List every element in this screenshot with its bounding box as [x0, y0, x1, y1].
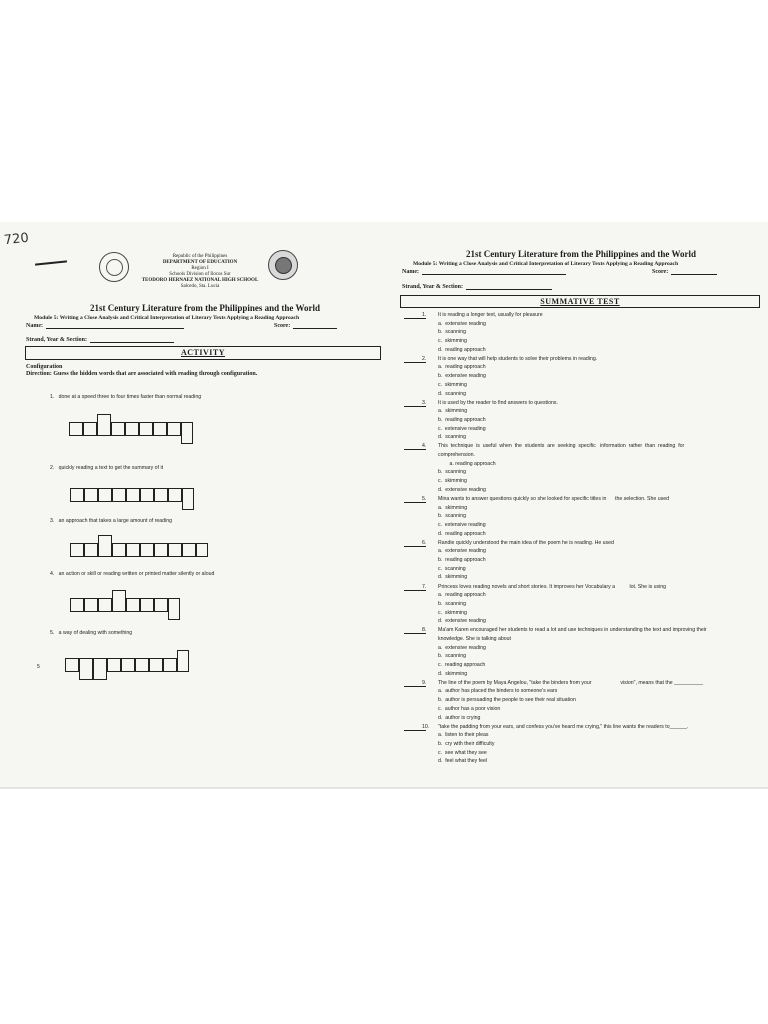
- answer-option: c. author has a poor vision: [438, 705, 501, 712]
- handwritten-page-number: 720: [3, 230, 30, 249]
- letter-box: [70, 598, 84, 612]
- answer-option: b. reading approach: [438, 557, 486, 564]
- answer-option: c. reading approach: [438, 662, 486, 669]
- strand-label: Strand, Year & Section:: [26, 337, 87, 343]
- question-stem: It is reading a longer text, usually for pleasure: [438, 312, 543, 318]
- strand-label: Strand, Year & Section:: [402, 284, 463, 290]
- answer-option: a. skimming: [438, 504, 468, 511]
- answer-option: d. reading approach: [438, 346, 486, 353]
- school-header: [110, 254, 290, 290]
- letter-box: [140, 598, 154, 612]
- activity-item-2: [50, 465, 163, 471]
- question-number: 3.: [422, 399, 427, 406]
- question-stem: It is one way that will help students to solve their problems in reading.: [438, 355, 598, 362]
- letter-box: [79, 658, 93, 680]
- header-line: Republic of the Philippines: [172, 254, 228, 259]
- score-blank: [293, 322, 337, 329]
- item-clue: done at a speed three to four times faster than normal reading: [58, 394, 202, 400]
- letter-box: [107, 658, 121, 672]
- answer-option: a. reading approach: [438, 460, 496, 467]
- answer-blank[interactable]: [404, 633, 426, 634]
- letter-box: [149, 658, 163, 672]
- config-heading: Configuration: [26, 364, 63, 370]
- answer-option: a. extensive reading: [438, 548, 486, 555]
- letter-box: [125, 422, 139, 436]
- letter-box: [84, 488, 98, 502]
- letter-box: [121, 658, 135, 672]
- letter-box: [196, 543, 208, 557]
- item-number: 1.: [50, 394, 55, 400]
- question-stem: It is used by the reader to find answers to questions.: [438, 399, 558, 406]
- letter-box: [163, 658, 177, 672]
- name-label: Name:: [402, 269, 419, 275]
- letter-box: [135, 658, 149, 672]
- question-stem: Mina wants to answer questions quickly so she looked for specific titles in the selection. She used: [438, 495, 669, 502]
- right-title: 21st Century Literature from the Philippines and the World: [466, 249, 697, 259]
- answer-option: d. extensive reading: [438, 618, 486, 625]
- letter-box: [69, 422, 83, 436]
- item-clue: quickly reading a text to get the summary of it: [58, 465, 164, 471]
- question-stem: Randie quickly understood the main idea of the poem he is reading. He used: [438, 539, 614, 546]
- letter-box: [98, 598, 112, 612]
- header-line: Salcedo, Sta. Lucia: [180, 284, 220, 289]
- right-strand-field: [402, 283, 552, 290]
- answer-option: a. skimming: [438, 408, 468, 415]
- letter-box: [84, 598, 98, 612]
- letter-box: [168, 543, 182, 557]
- activity-bar: [25, 346, 381, 360]
- letter-box: [168, 598, 180, 620]
- left-strand-field: [26, 336, 174, 343]
- score-blank: [671, 268, 717, 275]
- answer-option: c. skimming: [438, 478, 467, 485]
- name-blank: [422, 268, 566, 275]
- letter-box: [84, 543, 98, 557]
- activity-item-3: [50, 518, 172, 524]
- answer-option: d. skimming: [438, 574, 468, 581]
- item-number: 5: [37, 664, 40, 670]
- question-number: 4.: [422, 443, 427, 450]
- left-score-field: [274, 322, 337, 329]
- letter-box: [112, 590, 126, 612]
- answer-option: b. scanning: [438, 469, 466, 476]
- answer-blank[interactable]: [404, 406, 426, 407]
- item-clue: an action or skill or reading written or printed matter silently or aloud: [58, 571, 215, 577]
- question-stem: knowledge. She is talking about: [438, 635, 511, 642]
- activity-item-5: [50, 630, 132, 636]
- letter-box: [182, 543, 196, 557]
- answer-blank[interactable]: [404, 449, 426, 450]
- right-score-field: [652, 268, 717, 275]
- answer-option: a. extensive reading: [438, 320, 486, 327]
- answer-option: c. extensive reading: [438, 521, 486, 528]
- answer-option: c. skimming: [438, 381, 467, 388]
- summative-heading: SUMMATIVE TEST: [540, 297, 620, 306]
- header-line: Region I: [191, 266, 209, 271]
- header-line: DEPARTMENT OF EDUCATION: [162, 260, 238, 265]
- letter-box: [126, 598, 140, 612]
- header-line: TEODORO HERNAEZ NATIONAL HIGH SCHOOL: [141, 278, 259, 283]
- item-number: 3.: [50, 518, 55, 524]
- question-number: 8.: [422, 627, 427, 634]
- letter-box: [98, 535, 112, 557]
- name-blank: [46, 322, 184, 329]
- answer-option: c. skimming: [438, 338, 467, 345]
- answer-option: b. scanning: [438, 513, 466, 520]
- answer-option: b. cry with their difficulty: [438, 740, 495, 747]
- letter-box: [111, 422, 125, 436]
- answer-option: b. extensive reading: [438, 373, 486, 380]
- letter-box: [112, 488, 126, 502]
- strand-blank: [90, 336, 174, 343]
- answer-option: d. reading approach: [438, 530, 486, 537]
- question-number: 9.: [422, 679, 427, 686]
- activity-item-1: [50, 394, 201, 400]
- answer-blank[interactable]: [404, 546, 426, 547]
- question-stem: "take the padding from your ears, and confess you've heard me crying," this line wants the readers to______.: [438, 723, 689, 730]
- answer-blank[interactable]: [404, 590, 426, 591]
- answer-option: d. feel what they feel: [438, 758, 488, 765]
- letter-box: [167, 422, 181, 436]
- letter-box: [182, 488, 194, 510]
- direction-text: Direction: Guess the hidden words that are associated with reading through configuration.: [26, 371, 258, 377]
- answer-option: b. scanning: [438, 329, 466, 336]
- summative-test-bar: [400, 295, 760, 308]
- answer-blank[interactable]: [404, 318, 426, 319]
- item-number: 4.: [50, 571, 55, 577]
- letter-box: [154, 598, 168, 612]
- answer-option: c. scanning: [438, 565, 466, 572]
- answer-option: a. listen to their pleas: [438, 732, 489, 739]
- letter-box: [154, 488, 168, 502]
- item-clue: a way of dealing with something: [58, 630, 133, 636]
- question-number: 7.: [422, 583, 427, 590]
- answer-option: c. extensive reading: [438, 425, 486, 432]
- header-line: Schools Division of Ilocos Sur: [169, 272, 231, 277]
- answer-option: a. reading approach: [438, 592, 486, 599]
- letter-box: [168, 488, 182, 502]
- activity-heading: ACTIVITY: [180, 348, 225, 357]
- letter-box: [139, 422, 153, 436]
- answer-blank[interactable]: [404, 502, 426, 503]
- letter-box: [70, 543, 84, 557]
- letter-box: [126, 543, 140, 557]
- left-title: 21st Century Literature from the Philippines and the World: [90, 303, 321, 313]
- answer-option: b. scanning: [438, 653, 466, 660]
- answer-option: d. extensive reading: [438, 486, 486, 493]
- name-label: Name:: [26, 323, 43, 329]
- answer-option: c. skimming: [438, 609, 467, 616]
- score-label: Score:: [274, 323, 291, 329]
- letter-box: [181, 422, 193, 444]
- answer-option: d. scanning: [438, 390, 466, 397]
- question-stem: comprehension.: [438, 452, 475, 459]
- letter-box: [140, 543, 154, 557]
- letter-box: [65, 658, 79, 672]
- left-subtitle: Module 5: Writing a Close Analysis and Critical Interpretation of Literary Texts Applying a Reading Approach: [34, 315, 300, 321]
- letter-box: [98, 488, 112, 502]
- strand-blank: [466, 283, 552, 290]
- question-stem: Princess loves reading novels and short stories. It improves her Vocabulary a lot. She is using: [438, 583, 667, 590]
- answer-option: d. author is crying: [438, 714, 481, 721]
- question-number: 5.: [422, 495, 427, 502]
- answer-option: a. reading approach: [438, 364, 486, 371]
- activity-item-6: [37, 664, 40, 670]
- letter-box: [83, 422, 97, 436]
- left-name-field: [26, 322, 184, 329]
- item-number: 2.: [50, 465, 55, 471]
- letter-box: [97, 414, 111, 436]
- answer-option: b. scanning: [438, 600, 466, 607]
- question-stem: The line of the poem by Maya Angelou, "take the binders from your vision", means that the __________: [438, 679, 703, 686]
- letter-box: [154, 543, 168, 557]
- letter-box: [93, 658, 107, 680]
- item-clue: an approach that takes a large amount of reading: [58, 518, 172, 524]
- question-number: 6.: [422, 539, 427, 546]
- question-stem: Ma'am Karen encouraged her students to read a lot and use techniques in understanding the text and improving their: [438, 627, 707, 634]
- letter-box: [70, 488, 84, 502]
- answer-option: d. scanning: [438, 434, 466, 441]
- question-stem: This technique is useful when the students are seeking specific information rather than reading for: [438, 443, 685, 450]
- letter-box: [112, 543, 126, 557]
- score-label: Score:: [652, 269, 669, 275]
- letter-box: [177, 650, 189, 672]
- answer-option: b. author is persuading the people to see their real situation: [438, 697, 576, 704]
- letter-box: [126, 488, 140, 502]
- answer-option: b. reading approach: [438, 416, 486, 423]
- answer-blank[interactable]: [404, 362, 426, 363]
- activity-item-4: [50, 571, 214, 577]
- question-number: 2.: [422, 355, 427, 362]
- answer-option: d. skimming: [438, 670, 468, 677]
- question-number: 10.: [422, 723, 430, 730]
- right-name-field: [402, 268, 566, 275]
- scan-edge: [0, 787, 768, 789]
- answer-option: c. see what they see: [438, 749, 487, 756]
- letter-box: [153, 422, 167, 436]
- question-number: 1.: [422, 312, 427, 318]
- answer-option: a. extensive reading: [438, 644, 486, 651]
- answer-blank[interactable]: [404, 730, 426, 731]
- answer-blank[interactable]: [404, 686, 426, 687]
- letter-box: [140, 488, 154, 502]
- right-subtitle: Module 5: Writing a Close Analysis and Critical Interpretation of Literary Texts Applying a Reading Approach: [413, 261, 679, 267]
- answer-option: a. author has placed the binders to someone's ears: [438, 688, 558, 695]
- item-number: 5.: [50, 630, 55, 636]
